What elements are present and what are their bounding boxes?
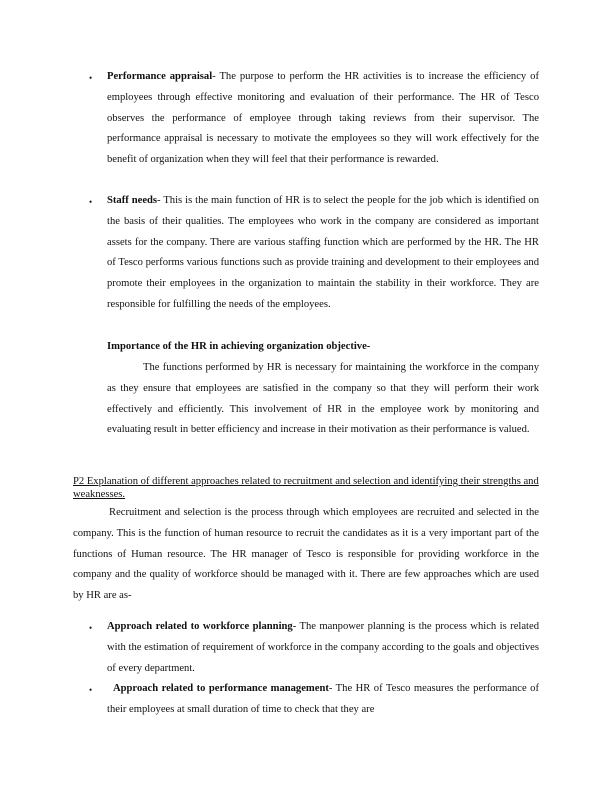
bullet-marker: • — [89, 197, 93, 207]
bullet-term: Approach related to workforce planning — [107, 621, 293, 632]
p2-heading: P2 Explanation of different approaches related to recruitment and selection and identifying their strengths and weaknesses. — [73, 476, 539, 500]
bullet-term: Performance appraisal — [107, 71, 213, 82]
bullet-term: Approach related to performance management — [113, 683, 329, 694]
bullet-performance-appraisal — [107, 67, 539, 171]
bullet-text: - The manpower planning is the process which is related with the estimation of requirement of workforce in the company according to the goals and objectives of every department. — [107, 621, 539, 674]
importance-paragraph: The functions performed by HR is necessary for maintaining the workforce in the company as they ensure that employees are satisfied in the company so that they will perform their work effectively and efficiently. This involvement of HR in the employee work by monitoring and evaluating result in better efficiency and increase in their motivation as their performance is valued. — [107, 362, 539, 436]
bullet-text: - The purpose to perform the HR activities is to increase the efficiency of employees through effective monitoring and evaluation of their performance. The HR of Tesco observes the performance of employee through taking reviews from their supervisor. The performance appraisal is necessary to motivate the employees so they will work effectively for the benefit of organization when they will feel that their performance is rewarded. — [107, 71, 539, 166]
bullet-text: - This is the main function of HR is to select the people for the job which is identified on the basis of their qualities. The employees who work in the company are considered as important assets for the company. There are various staffing function which are performed by the HR. The HR of Tesco performs various functions such as provide training and development to their employees and promote their employees in the organization to maintain the stability in their workforce. They are responsible for fulfilling the needs of the employees. — [107, 195, 539, 310]
bullet-text: - The HR of Tesco measures the performance of their employees at small duration of time to check that they are — [107, 683, 539, 715]
bullet-workforce-planning — [107, 617, 539, 679]
importance-heading-text: Importance of the HR in achieving organization objective- — [107, 341, 371, 352]
bullet-marker: • — [89, 73, 93, 83]
bullet-marker: • — [89, 685, 93, 695]
bullet-term: Staff needs — [107, 195, 158, 206]
bullet-performance-management — [107, 679, 539, 721]
bullet-staff-needs — [107, 191, 539, 316]
importance-heading — [107, 337, 539, 358]
bullet-marker: • — [89, 623, 93, 633]
p2-paragraph: Recruitment and selection is the process through which employees are recruited and selected in the company. This is the function of human resource to recruit the candidates as it is a very important part of the functions of Human resource. The HR manager of Tesco is responsible for providing workforce in the company and the quality of workforce should be managed with it. There are few approaches which are used by HR are as- — [73, 507, 539, 602]
